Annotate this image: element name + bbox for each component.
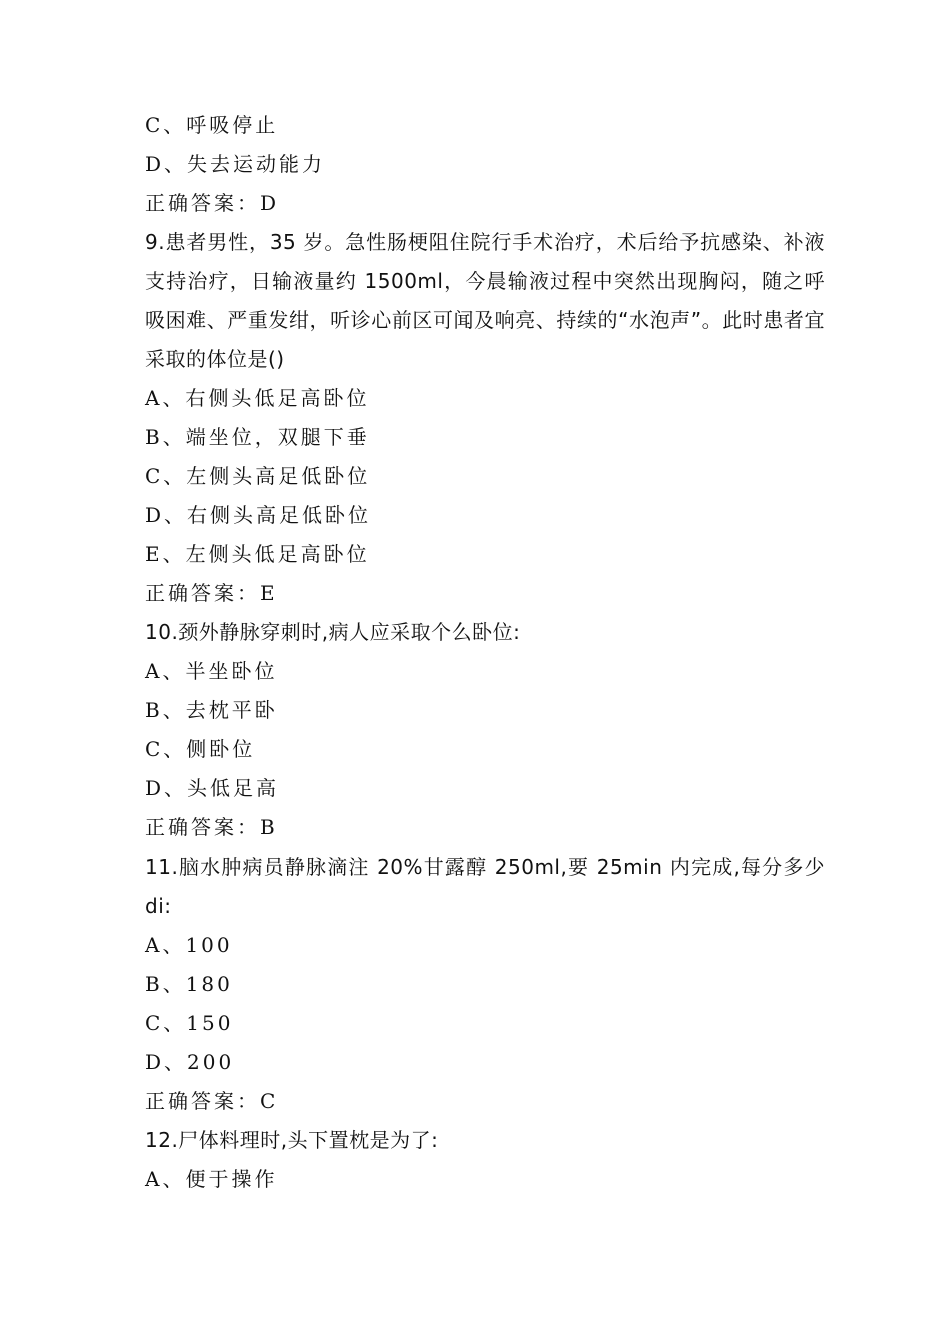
option-a-q12: A、便于操作 — [145, 1167, 278, 1191]
option-c-q8: C、呼吸停止 — [145, 113, 279, 137]
option-c-q9: C、左侧头高足低卧位 — [145, 464, 371, 488]
option-e-q9: E、左侧头低足高卧位 — [145, 542, 370, 566]
answer-q8: 正确答案：D — [145, 191, 280, 215]
question-9: 9.患者男性，35 岁。急性肠梗阻住院行手术治疗，术后给予抗感染、补液支持治疗，日输液量约 1500ml，今晨输液过程中突然出现胸闷，随之呼吸困难、严重发绀，听诊心前区可闻及响亮、持续的“水泡声”。此时患者宜采取的体位是() — [145, 230, 825, 371]
question-12: 12.尸体料理时,头下置枕是为了: — [145, 1128, 439, 1152]
option-d-q8: D、失去运动能力 — [145, 152, 326, 176]
option-d-q10: D、头低足高 — [145, 776, 280, 800]
option-c-q10: C、侧卧位 — [145, 737, 256, 761]
option-d-q9: D、右侧头高足低卧位 — [145, 503, 372, 527]
option-b-q10: B、去枕平卧 — [145, 698, 278, 722]
answer-q11: 正确答案：C — [145, 1089, 279, 1113]
option-d-q11: D、200 — [145, 1050, 235, 1074]
answer-q9: 正确答案：E — [145, 581, 278, 605]
question-10: 10.颈外静脉穿刺时,病人应采取个么卧位: — [145, 620, 521, 644]
option-b-q11: B、180 — [145, 972, 233, 996]
option-c-q11: C、150 — [145, 1011, 234, 1035]
answer-q10: 正确答案：B — [145, 815, 278, 839]
option-a-q9: A、右侧头低足高卧位 — [145, 386, 370, 410]
option-b-q9: B、端坐位，双腿下垂 — [145, 425, 370, 449]
option-a-q10: A、半坐卧位 — [145, 659, 278, 683]
question-11: 11.脑水肿病员静脉滴注 20%甘露醇 250ml,要 25min 内完成,每分多少 di: — [145, 855, 825, 918]
option-a-q11: A、100 — [145, 933, 233, 957]
